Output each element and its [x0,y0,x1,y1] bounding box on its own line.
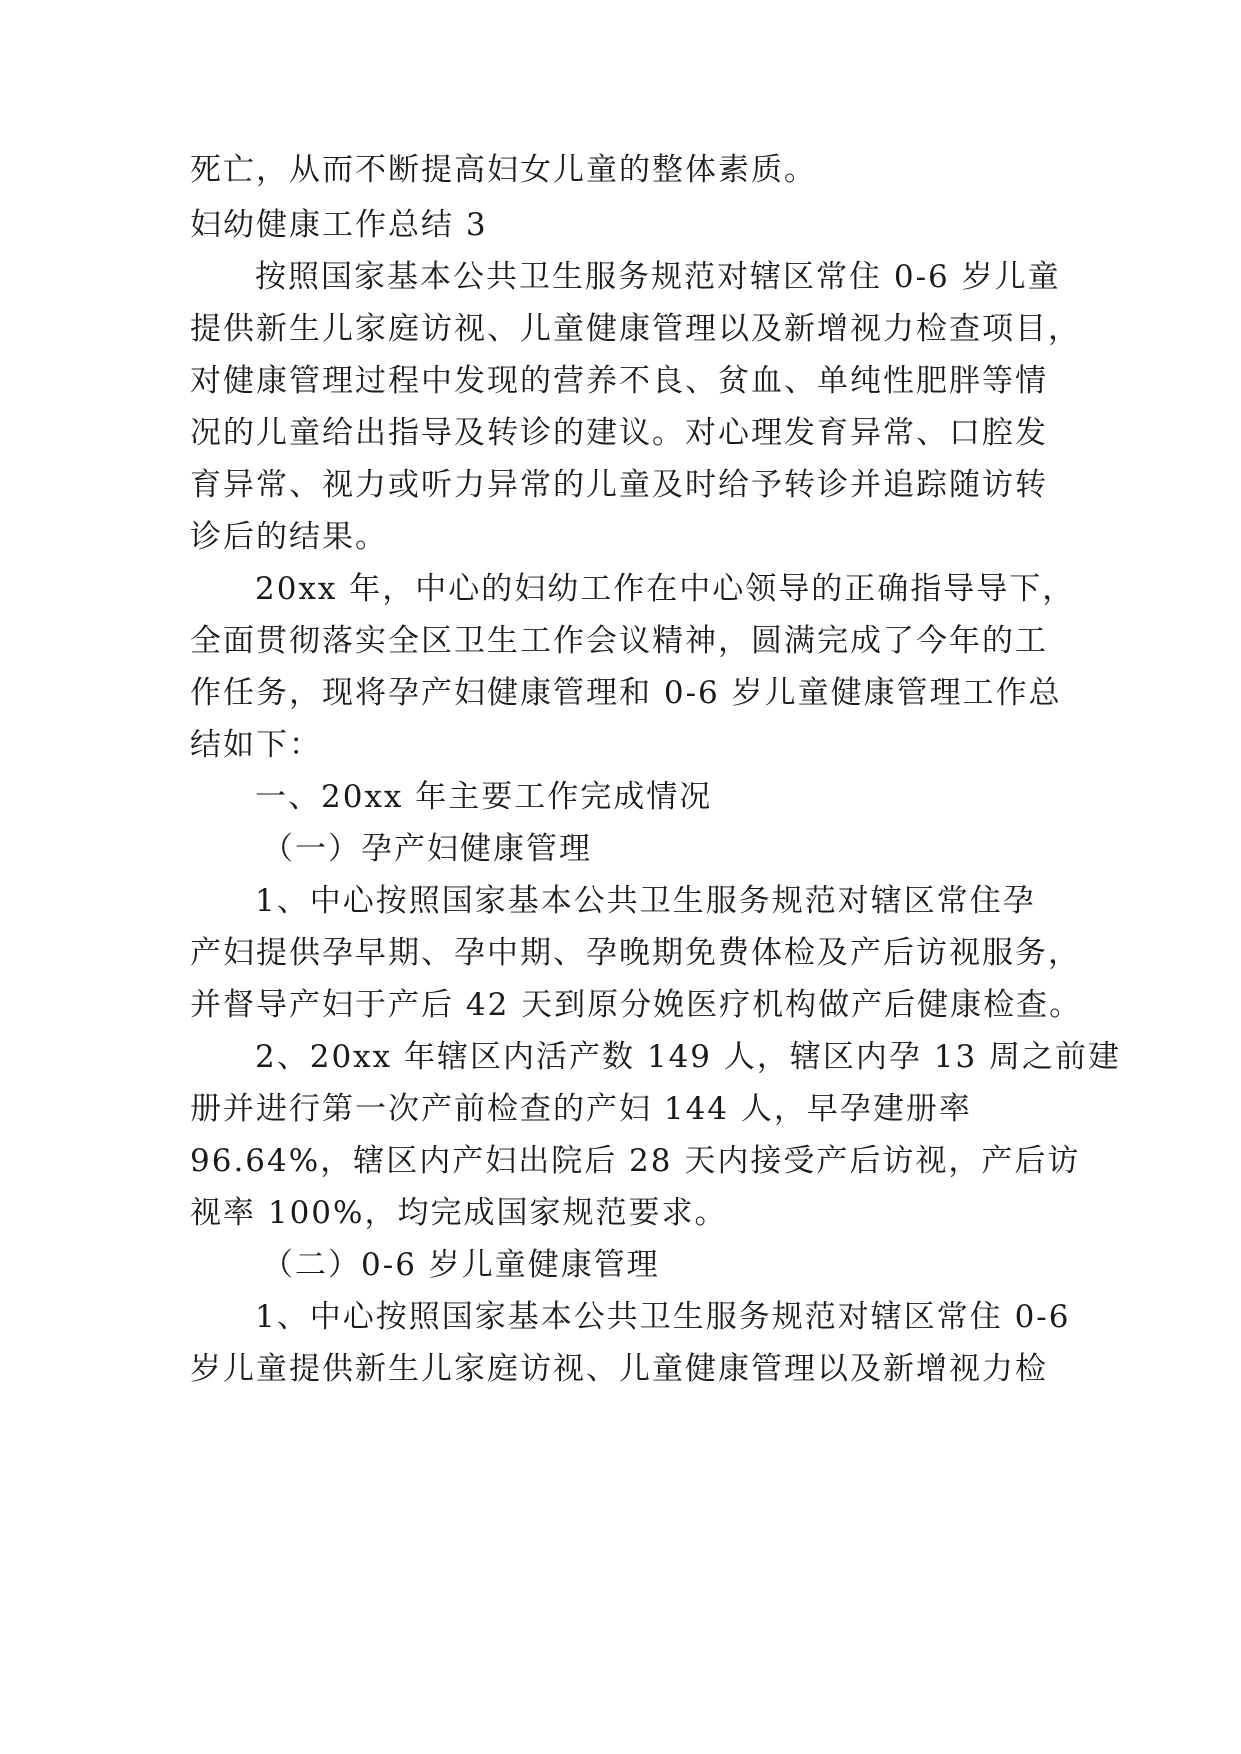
text-line: 提供新生儿家庭访视、儿童健康管理以及新增视力检查项目， [190,311,1081,347]
text-line: 按照国家基本公共卫生服务规范对辖区常住 0-6 岁儿童 [255,259,1061,295]
text-line: 20xx 年，中心的妇幼工作在中心领导的正确指导导下， [255,571,1076,607]
text-line: 育异常、视力或听力异常的儿童及时给予转诊并追踪随访转 [190,467,1048,503]
text-line: 诊后的结果。 [190,519,388,555]
text-line: 并督导产妇于产后 42 天到原分娩医疗机构做产后健康检查。 [190,987,1083,1023]
text-line: 1、中心按照国家基本公共卫生服务规范对辖区常住孕 [255,883,1036,919]
text-line: 产妇提供孕早期、孕中期、孕晚期免费体检及产后访视服务， [190,935,1081,971]
text-line: 结如下： [190,727,322,763]
subheading: 一、20xx 年主要工作完成情况 [255,779,713,815]
subheading: （一）孕产妇健康管理 [262,831,592,867]
subheading: （二）0-6 岁儿童健康管理 [262,1247,660,1283]
text-line: 作任务，现将孕产妇健康管理和 0-6 岁儿童健康管理工作总 [190,675,1062,711]
text-line: 全面贯彻落实全区卫生工作会议精神，圆满完成了今年的工 [190,623,1048,659]
text-line: 册并进行第一次产前检查的产妇 144 人，早孕建册率 [190,1091,972,1127]
text-line: 岁儿童提供新生儿家庭访视、儿童健康管理以及新增视力检 [190,1351,1048,1387]
text-line: 视率 100%，均完成国家规范要求。 [190,1195,728,1231]
text-line: 96.64%，辖区内产妇出院后 28 天内接受产后访视，产后访 [190,1143,1081,1179]
text-line: 对健康管理过程中发现的营养不良、贫血、单纯性肥胖等情 [190,363,1048,399]
text-line: 死亡，从而不断提高妇女儿童的整体素质。 [190,152,817,188]
text-line: 况的儿童给出指导及转诊的建议。对心理发育异常、口腔发 [190,415,1048,451]
text-line: 2、20xx 年辖区内活产数 149 人，辖区内孕 13 周之前建 [255,1039,1122,1075]
section-heading: 妇幼健康工作总结 3 [190,207,488,243]
text-line: 1、中心按照国家基本公共卫生服务规范对辖区常住 0-6 [255,1299,1071,1335]
